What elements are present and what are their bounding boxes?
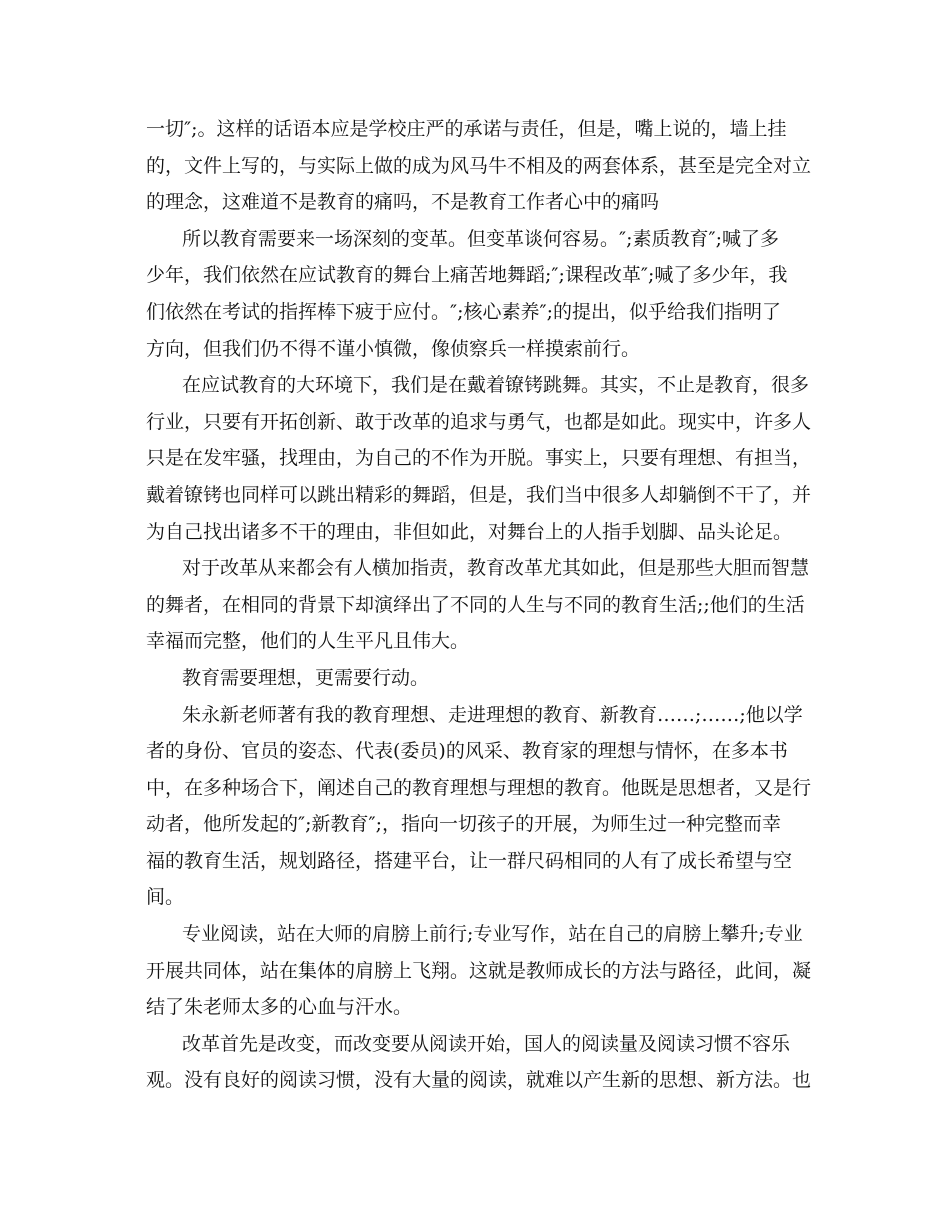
text-line: 的，文件上写的，与实际上做的成为风马牛不相及的两套体系，甚至是完全对立	[146, 154, 812, 177]
text-line: 的理念，这难道不是教育的痛吗，不是教育工作者心中的痛吗	[146, 191, 660, 214]
text-line: 间。	[146, 886, 185, 909]
text-line: 开展共同体，站在集体的肩膀上飞翔。这就是教师成长的方法与路径，此间，凝	[146, 959, 812, 982]
text-line: 行业，只要有开拓创新、敢于改革的追求与勇气，也都是如此。现实中，许多人	[146, 410, 812, 433]
text-line: 们依然在考试的指挥棒下疲于应付。″;核心素养″;的提出，似乎给我们指明了	[146, 300, 781, 323]
text-line: 幸福而完整，他们的人生平凡且伟大。	[146, 630, 470, 653]
text-line: 对于改革从来都会有人横加指责，教育改革尤其如此，但是那些大胆而智慧	[182, 557, 810, 580]
text-line: 戴着镣铐也同样可以跳出精彩的舞蹈，但是，我们当中很多人却躺倒不干了，并	[146, 483, 812, 506]
text-line: 在应试教育的大环境下，我们是在戴着镣铐跳舞。其实，不止是教育，很多	[182, 374, 810, 397]
text-line: 的舞者，在相同的背景下却演绎出了不同的人生与不同的教育生活;;他们的生活	[146, 593, 805, 616]
text-line: 者的身份、官员的姿态、代表(委员)的风采、教育家的理想与情怀，在多本书	[146, 740, 788, 763]
text-line: 专业阅读，站在大师的肩膀上前行;专业写作，站在自己的肩膀上攀升;专业	[182, 923, 803, 946]
text-line: 结了朱老师太多的心血与汗水。	[146, 996, 413, 1019]
text-line: 方向，但我们仍不得不谨小慎微，像侦察兵一样摸索前行。	[146, 337, 641, 360]
text-line: 改革首先是改变，而改变要从阅读开始，国人的阅读量及阅读习惯不容乐	[182, 1032, 791, 1055]
text-line: 朱永新老师著有我的教育理想、走进理想的教育、新教育……;……;他以学	[182, 703, 803, 726]
text-line: 一切″;。这样的话语本应是学校庄严的承诺与责任，但是，嘴上说的，墙上挂	[146, 118, 787, 140]
text-line: 少年，我们依然在应试教育的舞台上痛苦地舞蹈;″;课程改革″;喊了多少年，我	[146, 264, 788, 287]
text-line: 教育需要理想，更需要行动。	[182, 666, 430, 689]
text-line: 动者，他所发起的″;新教育″;，指向一切孩子的开展，为师生过一种完整而幸	[146, 813, 781, 836]
text-line: 福的教育生活，规划路径，搭建平台，让一群尺码相同的人有了成长希望与空	[146, 849, 793, 872]
text-line: 为自己找出诸多不干的理由，非但如此，对舞台上的人指手划脚、品头论足。	[146, 520, 793, 543]
document-body	[146, 111, 812, 1099]
text-line: 中，在多种场合下，阐述自己的教育理想与理想的教育。他既是思想者，又是行	[146, 776, 812, 799]
text-line: 所以教育需要来一场深刻的变革。但变革谈何容易。″;素质教育″;喊了多	[182, 227, 779, 250]
text-line: 只是在发牢骚，找理由，为自己的不作为开脱。事实上，只要有理想、有担当，	[146, 447, 812, 470]
text-line: 观。没有良好的阅读习惯，没有大量的阅读，就难以产生新的思想、新方法。也	[146, 1069, 812, 1092]
